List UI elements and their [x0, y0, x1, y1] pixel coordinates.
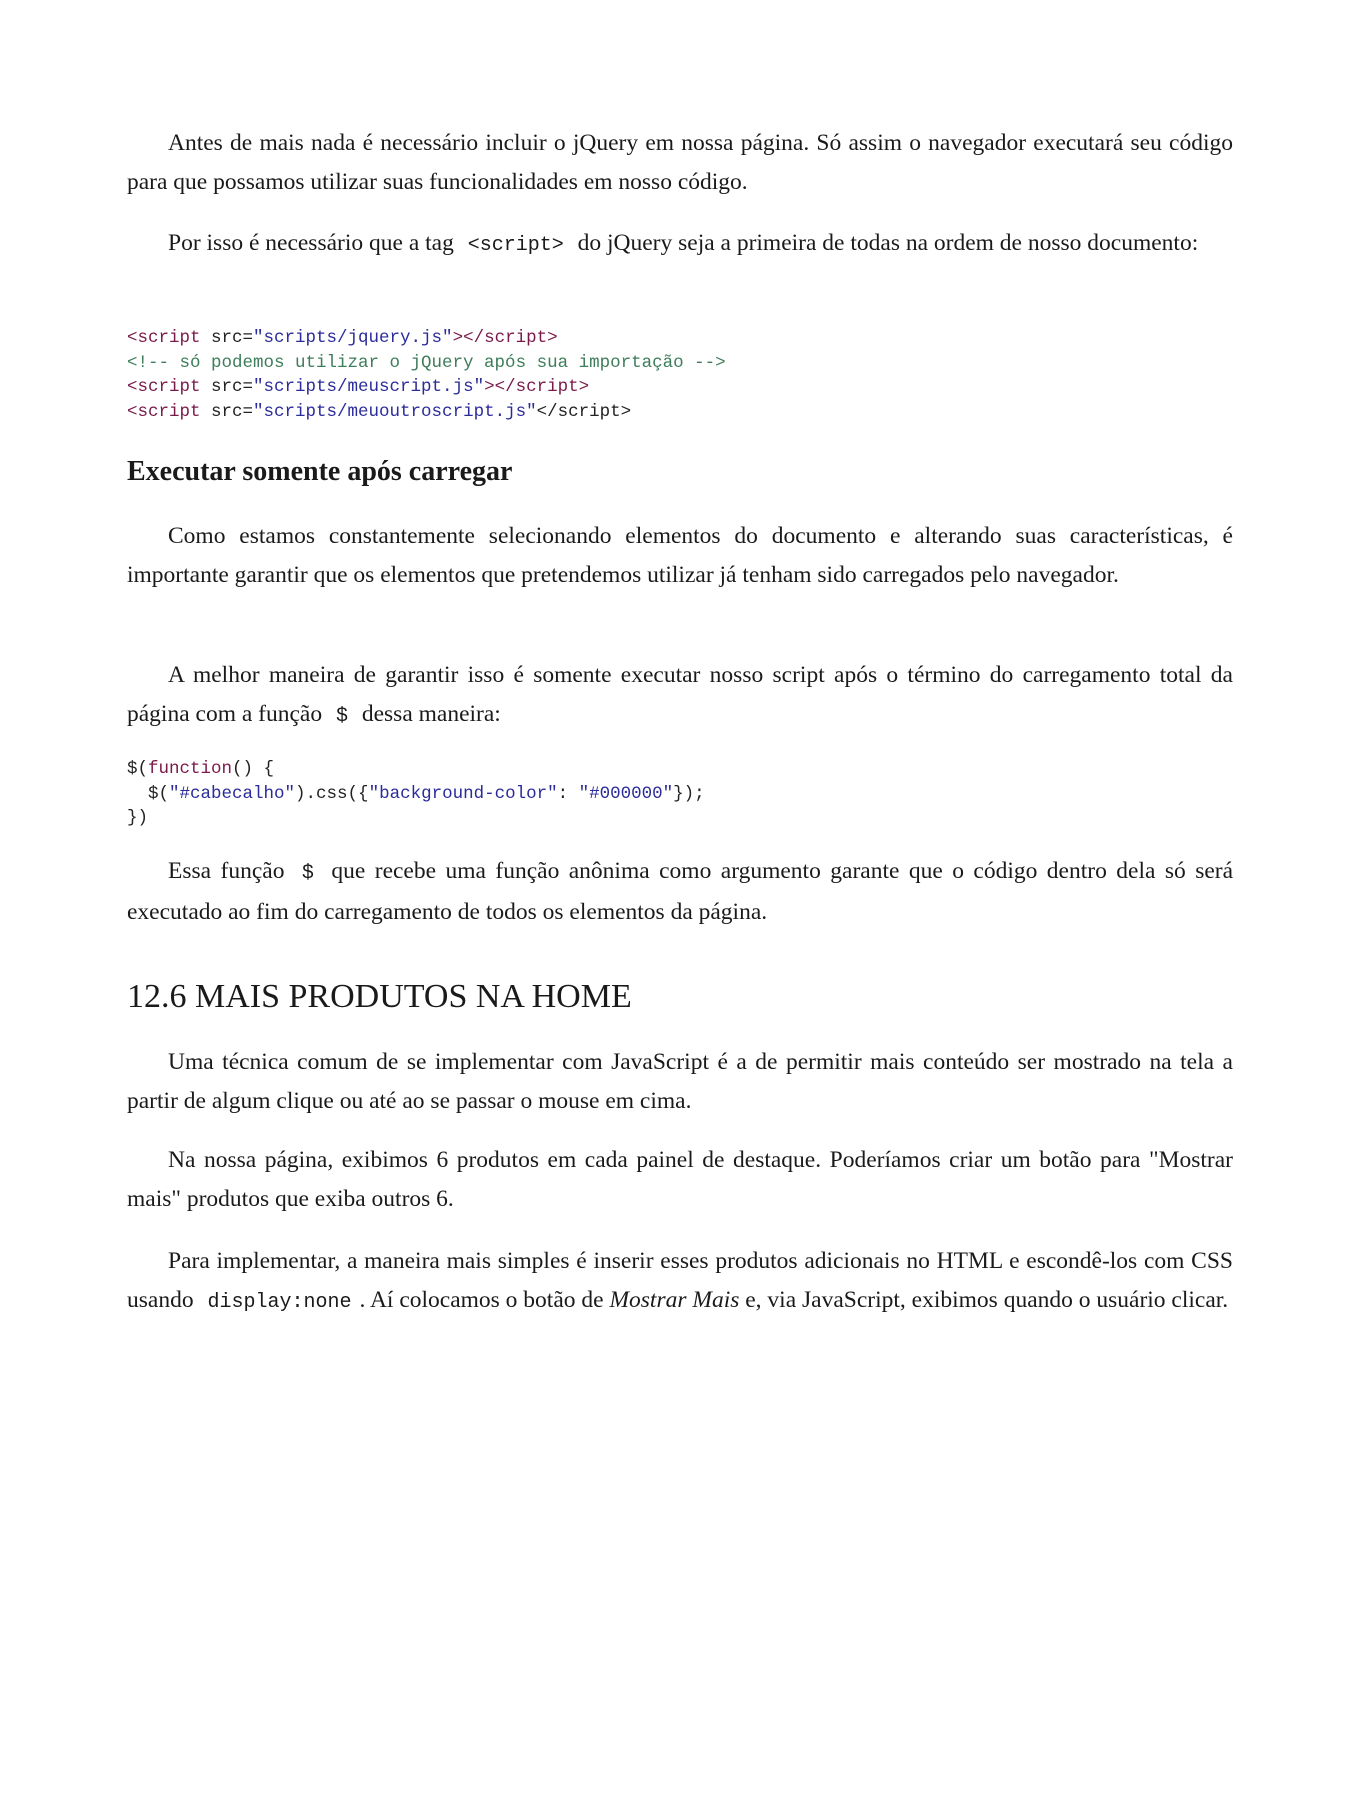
inline-code: display:none [207, 1291, 352, 1314]
code-token: "scripts/meuscript.js" [253, 377, 485, 398]
code-keyword: function [148, 759, 233, 779]
section-heading: Executar somente após carregar [127, 456, 513, 487]
code-token: : [557, 783, 579, 804]
code-token: src= [200, 402, 254, 423]
code-token: ).css({ [295, 783, 369, 804]
code-string: "background-color" [368, 783, 558, 804]
inline-code: $ [301, 862, 314, 885]
code-token: src= [200, 377, 254, 398]
paragraph-characteristics: Como estamos constantemente selecionando elementos do documento e alterando suas características, é importante garantir que os elementos que pretendemos utilizar já tenham sido carregados pelo navegador. [127, 523, 1233, 588]
emphasis: Mostrar Mais [609, 1287, 740, 1313]
code-token: $( [127, 759, 149, 779]
code-token: <script [127, 377, 201, 398]
paragraph-implement [127, 1242, 1233, 1322]
text: e, via JavaScript, exibimos quando o usuário clicar. [745, 1287, 1229, 1313]
text: . Aí colocamos o botão de [359, 1287, 604, 1313]
chapter-section-title: 12.6 MAIS PRODUTOS NA HOME [127, 978, 632, 1015]
paragraph-products: Na nossa página, exibimos 6 produtos em cada painel de destaque. Poderíamos criar um botão para "Mostrar mais" produtos que exiba outros 6. [127, 1147, 1233, 1212]
code-token: "scripts/meuoutroscript.js" [253, 402, 537, 423]
code-block-scripts [127, 326, 1233, 425]
text: Por isso é necessário que a tag [168, 230, 454, 256]
code-token: () { [232, 759, 275, 779]
code-token: "scripts/jquery.js" [253, 328, 453, 348]
code-token: ></script> [452, 328, 558, 348]
code-string: "#cabecalho" [169, 783, 296, 804]
inline-code: <script> [467, 234, 564, 257]
paragraph-function-explained [127, 852, 1233, 932]
text: Para implementar, a maneira mais simples é inserir esses produtos adicionais no HTML e escondê-los com CSS usando [127, 1248, 1233, 1313]
code-token: ></script> [484, 377, 590, 398]
code-token: $( [127, 783, 170, 804]
inline-code: $ [335, 705, 348, 728]
code-token: }) [127, 808, 149, 829]
code-token: }); [673, 783, 705, 804]
code-token: <script [127, 328, 201, 348]
paragraph-script-tag [127, 224, 1233, 265]
code-token: <script [127, 402, 201, 423]
text: dessa maneira: [361, 701, 501, 727]
paragraph-intro: Antes de mais nada é necessário incluir o jQuery em nossa página. Só assim o navegador executará seu código para que possamos utilizar suas funcionalidades em nosso código. [127, 130, 1233, 195]
code-string: "#000000" [578, 783, 674, 804]
text: do jQuery seja a primeira de todas na ordem de nosso documento: [577, 230, 1199, 256]
code-token: src= [200, 328, 254, 348]
code-token: </script> [536, 402, 632, 423]
text: que recebe uma função anônima como argumento garante que o código dentro dela só será executado ao fim do carregamento de todos os elementos da página. [127, 858, 1234, 925]
code-comment: <!-- só podemos utilizar o jQuery após sua importação --> [127, 352, 726, 373]
code-block-ready [127, 757, 1233, 831]
text: Essa função [168, 858, 285, 884]
paragraph-best-way [127, 656, 1233, 736]
text: A melhor maneira de garantir isso é somente executar nosso script após o término do carregamento total da página com a função [127, 662, 1233, 727]
paragraph-technique: Uma técnica comum de se implementar com JavaScript é a de permitir mais conteúdo ser mostrado na tela a partir de algum clique ou até ao se passar o mouse em cima. [127, 1049, 1233, 1114]
